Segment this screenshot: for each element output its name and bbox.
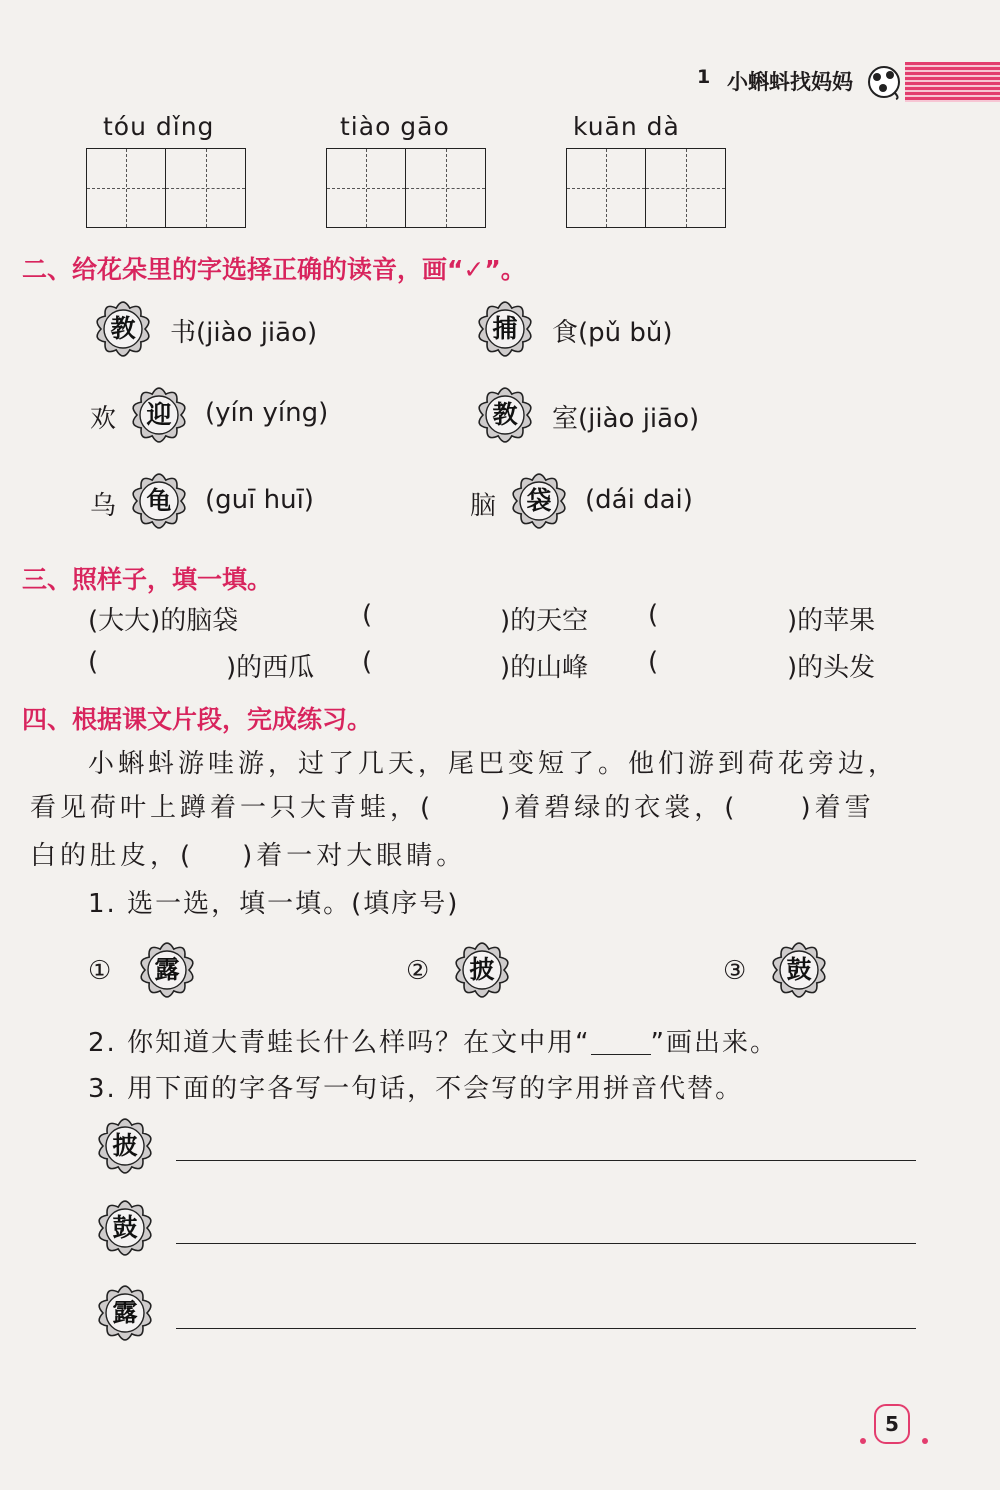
char-text: 乌 [90, 491, 117, 521]
paren-open: ( [362, 647, 373, 677]
char-text: 脑 [470, 491, 497, 521]
reading-option[interactable]: (guī huī) [205, 485, 314, 515]
page-number: 5 [874, 1404, 910, 1444]
write-flower: 鼓 [96, 1199, 154, 1257]
flower-char: 龟 [130, 472, 188, 530]
pinyin-label: tóu dǐng [103, 112, 215, 141]
phrase-end: )的头发 [787, 653, 876, 683]
reading-option[interactable]: (dái dai) [585, 485, 693, 515]
phrase-end: )的苹果 [787, 606, 876, 636]
answer-line[interactable] [176, 1243, 916, 1244]
pinyin-label: tiào gāo [340, 112, 450, 141]
char-text: 欢 [90, 404, 117, 434]
pinyin-label: kuān dà [573, 112, 680, 141]
passage-line: 看见荷叶上蹲着一只大青蛙，( )着碧绿的衣裳，( )着雪 [30, 793, 875, 823]
reading-option[interactable]: 食(pǔ bǔ) [552, 318, 673, 348]
header-stripe [905, 62, 1000, 102]
example-phrase: (大大)的脑袋 [88, 606, 239, 636]
lesson-number: 1 [697, 66, 711, 88]
paren-open: ( [362, 600, 373, 630]
option-flower: 鼓 [770, 941, 828, 999]
flower-char: 教 [94, 300, 152, 358]
question-3: 3. 用下面的字各写一句话，不会写的字用拼音代替。 [88, 1074, 744, 1104]
option-flower: 披 [453, 941, 511, 999]
option-number: ③ [723, 956, 747, 986]
answer-line[interactable] [176, 1328, 916, 1329]
paren-open: ( [88, 647, 99, 677]
section-heading: 四、根据课文片段，完成练习。 [22, 705, 373, 734]
flower-char: 捕 [476, 300, 534, 358]
section-heading: 二、给花朵里的字选择正确的读音，画“✓”。 [22, 255, 526, 284]
option-number: ① [88, 956, 112, 986]
question-1: 1. 选一选，填一填。(填序号) [88, 889, 460, 919]
lesson-title: 小蝌蚪找妈妈 [727, 70, 853, 94]
phrase-end: )的西瓜 [226, 653, 315, 683]
reading-option[interactable]: 书(jiào jiāo) [170, 318, 318, 348]
question-2: 2. 你知道大青蛙长什么样吗？在文中用“ ”画出来。 [88, 1028, 779, 1058]
passage-line: 小蝌蚪游哇游，过了几天，尾巴变短了。他们游到荷花旁边， [88, 749, 899, 779]
reading-option[interactable]: 室(jiào jiāo) [552, 404, 700, 434]
section-heading: 三、照样子，填一填。 [22, 565, 273, 594]
writing-grid[interactable] [326, 148, 486, 228]
writing-grid[interactable] [86, 148, 246, 228]
answer-line[interactable] [176, 1160, 916, 1161]
flower-char: 袋 [510, 472, 568, 530]
flower-char: 迎 [130, 386, 188, 444]
write-flower: 露 [96, 1284, 154, 1342]
passage-line: 白的肚皮，( )着一对大眼睛。 [30, 841, 467, 871]
page-dot [860, 1438, 866, 1444]
writing-grid[interactable] [566, 148, 726, 228]
phrase-end: )的天空 [500, 606, 589, 636]
flower-char: 教 [476, 386, 534, 444]
tadpole-icon [866, 64, 902, 100]
option-number: ② [406, 956, 430, 986]
paren-open: ( [648, 600, 659, 630]
write-flower: 披 [96, 1117, 154, 1175]
page-dot [922, 1438, 928, 1444]
paren-open: ( [648, 647, 659, 677]
reading-option[interactable]: (yín yíng) [205, 398, 329, 428]
phrase-end: )的山峰 [500, 653, 589, 683]
option-flower: 露 [138, 941, 196, 999]
